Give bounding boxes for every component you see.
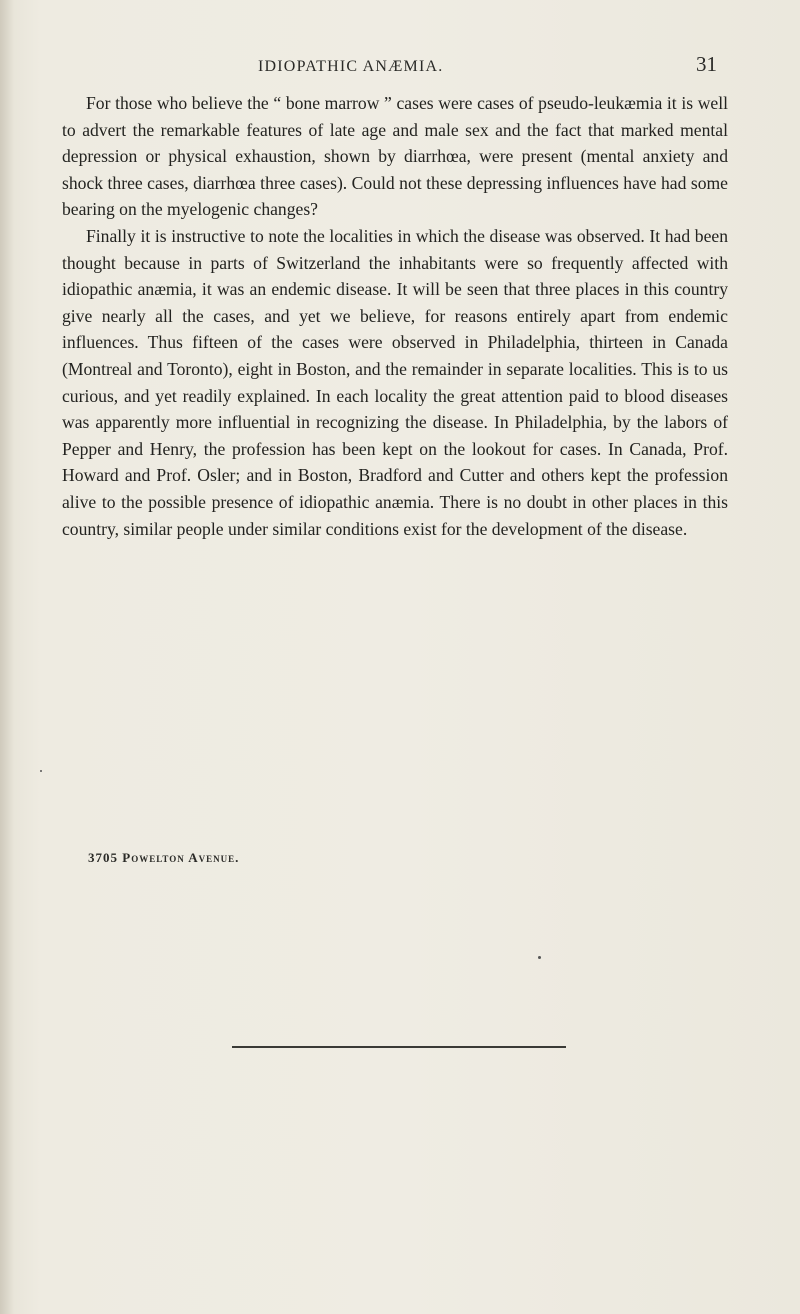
paragraph: Finally it is instructive to note the localities in which the disease was observed. It had been thought because in parts of Switzerland the inhabitants were so frequently affected with idiopathic anæmia, it was an endemic disease. It will be seen that three places in this country give nearly all the cases, and yet we believe, for reasons entirely apart from endemic influences. Thus fifteen of the cases were observed in Philadelphia, thirteen in Canada (Montreal and Toronto), eight in Boston, and the remainder in separate localities. This is to us curious, and yet readily explained. In each locality the great attention paid to blood diseases was apparently more influential in recognizing the disease. In Philadelphia, by the labors of Pepper and Henry, the profession has been kept on the lookout for cases. In Canada, Prof. Howard and Prof. Osler; and in Boston, Bradford and Cutter and others kept the profession alive to the possible presence of idiopathic anæmia. There is no doubt in other places in this country, similar people under similar conditions exist for the development of the disease. <box>62 225 728 539</box>
end-rule <box>232 1046 566 1048</box>
gutter-shadow <box>0 0 14 1314</box>
running-head <box>0 50 800 80</box>
paragraph: For those who believe the “ bone marrow ” cases were cases of pseudo-leukæmia it is well to advert the remarkable features of late age and male sex and the fact that marked mental depression or physical exhaustion, shown by diarrhœa, were present (mental anxiety and shock three cases, diarrhœa three cases). Could not these depressing influences have had some bearing on the myelogenic changes? <box>62 93 728 220</box>
page-number: 31 <box>696 52 717 76</box>
author-address: 3705 Powelton Avenue. <box>88 850 240 865</box>
ink-speck <box>538 956 541 959</box>
ink-speck <box>40 770 42 772</box>
body-text <box>62 90 728 542</box>
running-title: IDIOPATHIC ANÆMIA. <box>258 58 444 75</box>
